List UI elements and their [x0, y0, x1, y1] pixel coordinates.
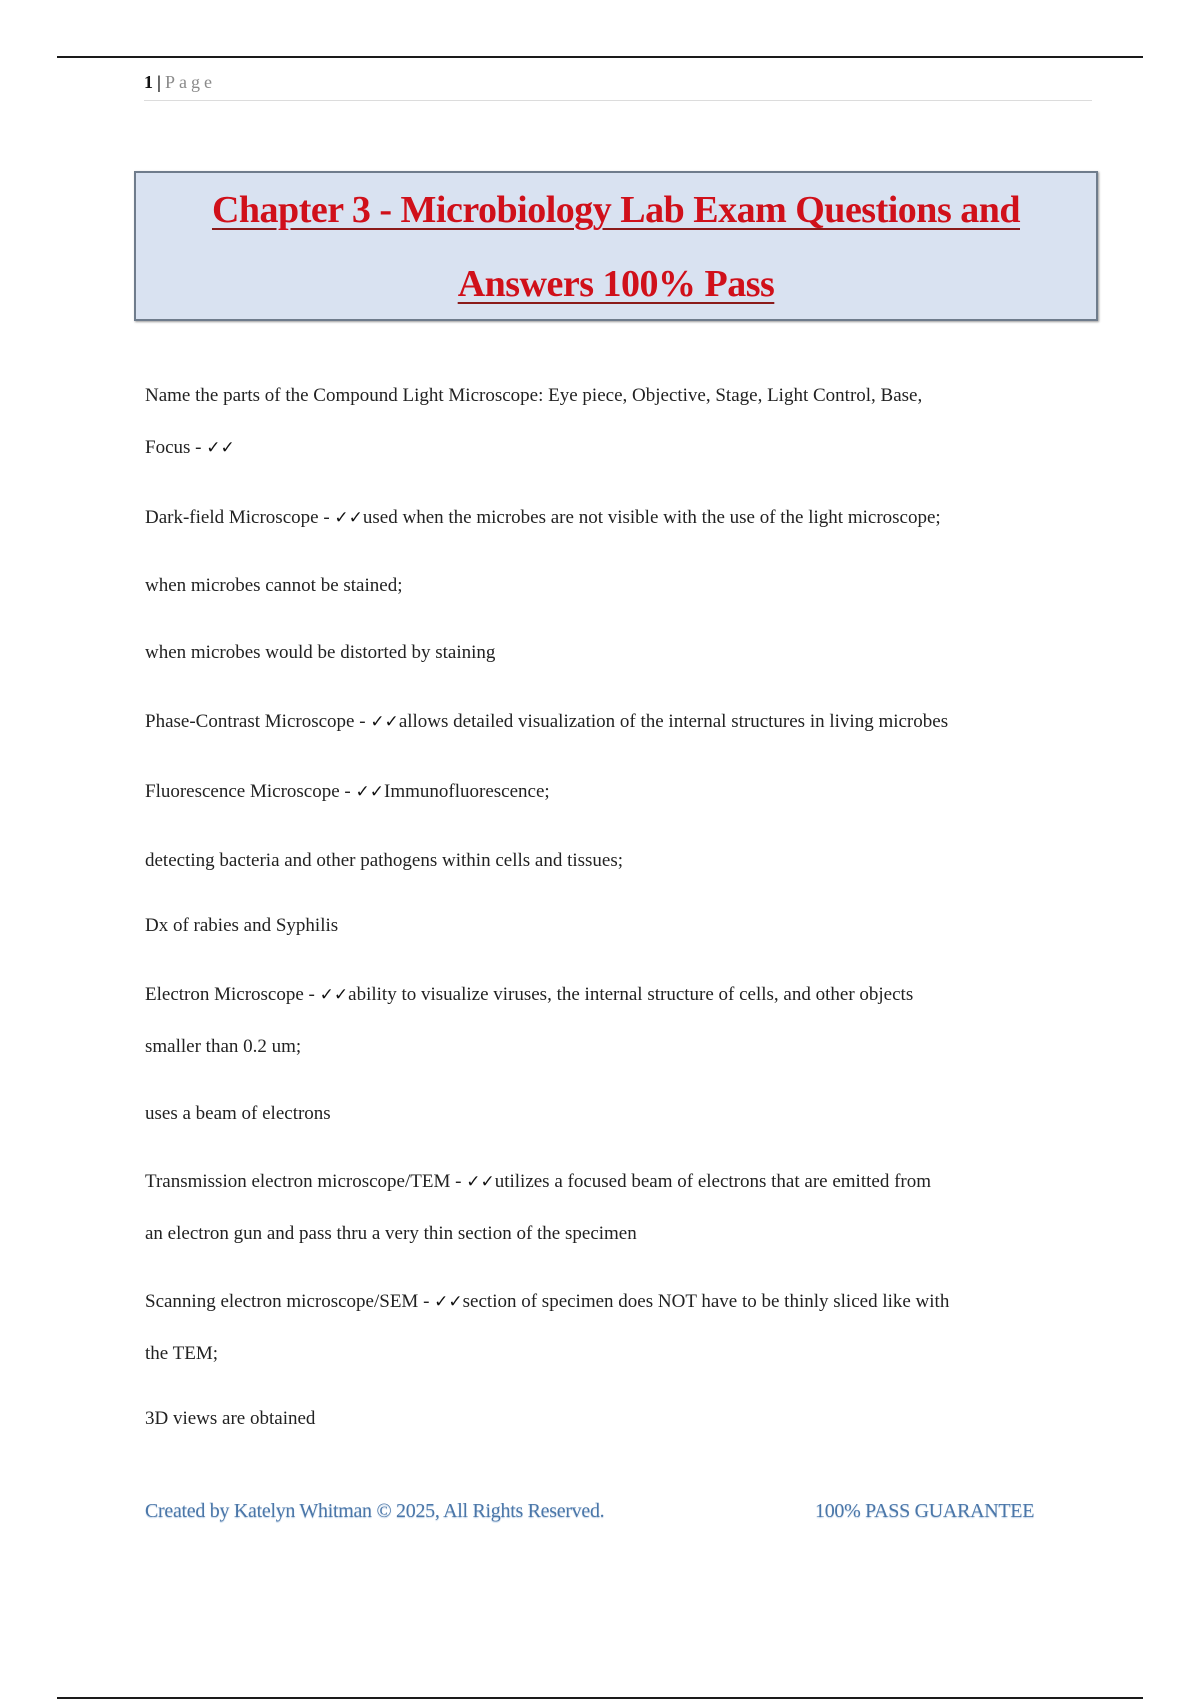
- page-label: Page: [164, 72, 216, 92]
- page-number: 1: [144, 72, 153, 92]
- double-check-icon: ✓✓: [334, 508, 363, 528]
- entry-line: Name the parts of the Compound Light Microscope: Eye piece, Objective, Stage, Light Control, Base,: [145, 385, 923, 406]
- double-check-icon: ✓✓: [206, 438, 235, 458]
- entry-line: Electron Microscope - ✓✓ability to visualize viruses, the internal structure of cells, and other objects: [145, 984, 914, 1005]
- entry-line: when microbes cannot be stained;: [145, 575, 403, 596]
- page-separator: |: [157, 72, 161, 92]
- entry-line: Dark-field Microscope - ✓✓used when the microbes are not visible with the use of the light microscope;: [145, 507, 941, 528]
- footer-guarantee: 100% PASS GUARANTEE: [815, 1500, 1035, 1522]
- double-check-icon: ✓✓: [370, 712, 399, 732]
- entry-line: smaller than 0.2 um;: [145, 1036, 302, 1057]
- entry-line: an electron gun and pass thru a very thin section of the specimen: [145, 1223, 637, 1244]
- entry-line: Focus - ✓✓: [145, 437, 235, 458]
- document-title-line-1: Chapter 3 - Microbiology Lab Exam Questions and: [211, 189, 1020, 231]
- document-title-line-2: Answers 100% Pass: [457, 263, 775, 305]
- top-rule: [57, 56, 1143, 58]
- page-header: [144, 72, 1092, 101]
- entry-line: Dx of rabies and Syphilis: [145, 915, 339, 936]
- entry-line: detecting bacteria and other pathogens within cells and tissues;: [145, 850, 624, 871]
- entry-line: 3D views are obtained: [145, 1408, 316, 1429]
- double-check-icon: ✓✓: [355, 782, 385, 802]
- footer-copyright: Created by Katelyn Whitman © 2025, All Rights Reserved.: [145, 1500, 605, 1522]
- entry-line: Fluorescence Microscope - ✓✓Immunofluorescence;: [145, 781, 550, 802]
- entry-line: Transmission electron microscope/TEM - ✓✓utilizes a focused beam of electrons that are emitted from: [145, 1171, 931, 1192]
- double-check-icon: ✓✓: [319, 985, 349, 1005]
- entry-line: Scanning electron microscope/SEM - ✓✓section of specimen does NOT have to be thinly sliced like with: [145, 1291, 950, 1312]
- title-box: [134, 171, 1098, 321]
- entry-line: when microbes would be distorted by staining: [145, 642, 496, 663]
- bottom-rule: [57, 1697, 1143, 1699]
- double-check-icon: ✓✓: [434, 1292, 463, 1312]
- entry-line: uses a beam of electrons: [145, 1103, 331, 1124]
- entry-line: the TEM;: [145, 1343, 219, 1364]
- double-check-icon: ✓✓: [466, 1172, 495, 1192]
- entry-line: Phase-Contrast Microscope - ✓✓allows detailed visualization of the internal structures in living microbes: [145, 711, 949, 732]
